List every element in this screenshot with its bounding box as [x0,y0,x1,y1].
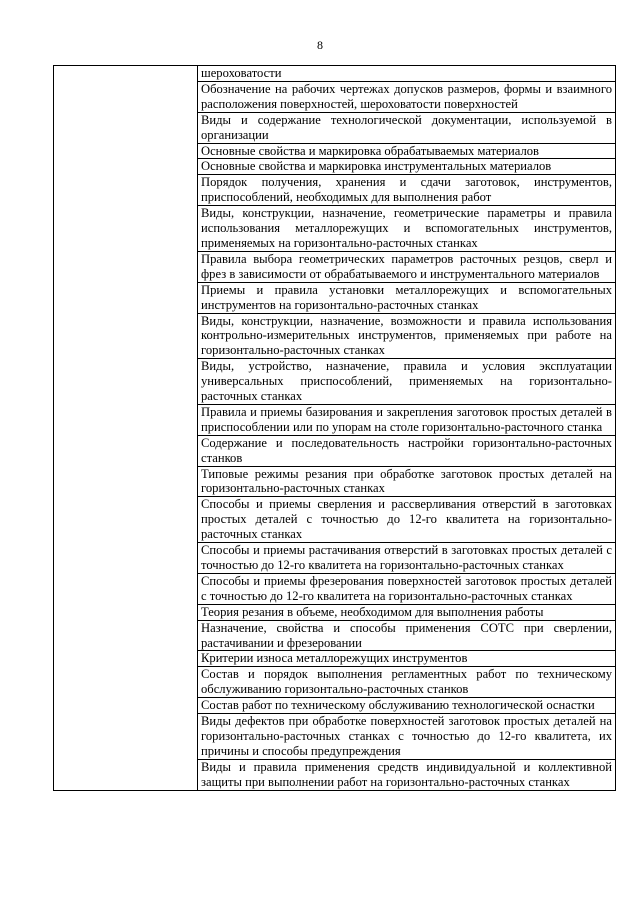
empty-left-cell [54,66,198,791]
list-item: Способы и приемы растачивания отверстий в заготовках простых деталей с точностью до 12-го квалитета на горизонтально-расточных станках [198,543,615,574]
list-item: Основные свойства и маркировка инструментальных материалов [198,159,615,175]
list-item: Основные свойства и маркировка обрабатываемых материалов [198,144,615,160]
requirements-table [53,65,616,791]
list-item: Виды, устройство, назначение, правила и условия эксплуатации универсальных приспособлений, применяемых на горизонтально-расточных станках [198,359,615,405]
list-item: Виды, конструкции, назначение, возможности и правила использования контрольно-измерительных инструментов, применяемых при работе на горизонтально-расточных станках [198,314,615,360]
list-item: Обозначение на рабочих чертежах допусков размеров, формы и взаимного расположения поверхностей, шероховатости поверхностей [198,82,615,113]
list-item: Теория резания в объеме, необходимом для выполнения работы [198,605,615,621]
page-number: 8 [317,38,323,52]
list-item: Состав и порядок выполнения регламентных работ по техническому обслуживанию горизонтально-расточных станков [198,667,615,698]
list-item: шероховатости [198,66,615,82]
list-item: Содержание и последовательность настройки горизонтально-расточных станков [198,436,615,467]
list-item: Типовые режимы резания при обработке заготовок простых деталей на горизонтально-расточных станках [198,467,615,498]
list-item: Правила выбора геометрических параметров расточных резцов, сверл и фрез в зависимости от обрабатываемого и инструментального материалов [198,252,615,283]
list-item: Виды и содержание технологической документации, используемой в организации [198,113,615,144]
table-row [54,66,616,791]
list-item: Способы и приемы фрезерования поверхностей заготовок простых деталей с точностью до 12-го квалитета на горизонтально-расточных станках [198,574,615,605]
knowledge-list-cell [198,66,616,791]
list-item: Назначение, свойства и способы применения СОТС при сверлении, растачивании и фрезеровании [198,621,615,652]
list-item: Виды дефектов при обработке поверхностей заготовок простых деталей на горизонтально-расточных станках с точностью до 12-го квалитета, их причины и способы предупреждения [198,714,615,760]
list-item: Способы и приемы сверления и рассверливания отверстий в заготовках простых деталей с точностью до 12-го квалитета на горизонтально-расточных станках [198,497,615,543]
list-item: Приемы и правила установки металлорежущих и вспомогательных инструментов на горизонтально-расточных станках [198,283,615,314]
list-item: Порядок получения, хранения и сдачи заготовок, инструментов, приспособлений, необходимых для выполнения работ [198,175,615,206]
list-item: Критерии износа металлорежущих инструментов [198,651,615,667]
list-item: Виды и правила применения средств индивидуальной и коллективной защиты при выполнении работ на горизонтально-расточных станках [201,759,612,789]
list-item: Состав работ по техническому обслуживанию технологической оснастки [198,698,615,714]
list-item: Правила и приемы базирования и закрепления заготовок простых деталей в приспособлении или по упорам на столе горизонтально-расточного станка [198,405,615,436]
list-item: Виды, конструкции, назначение, геометрические параметры и правила использования металлорежущих и вспомогательных инструментов, применяемых на горизонтально-расточных станках [198,206,615,252]
